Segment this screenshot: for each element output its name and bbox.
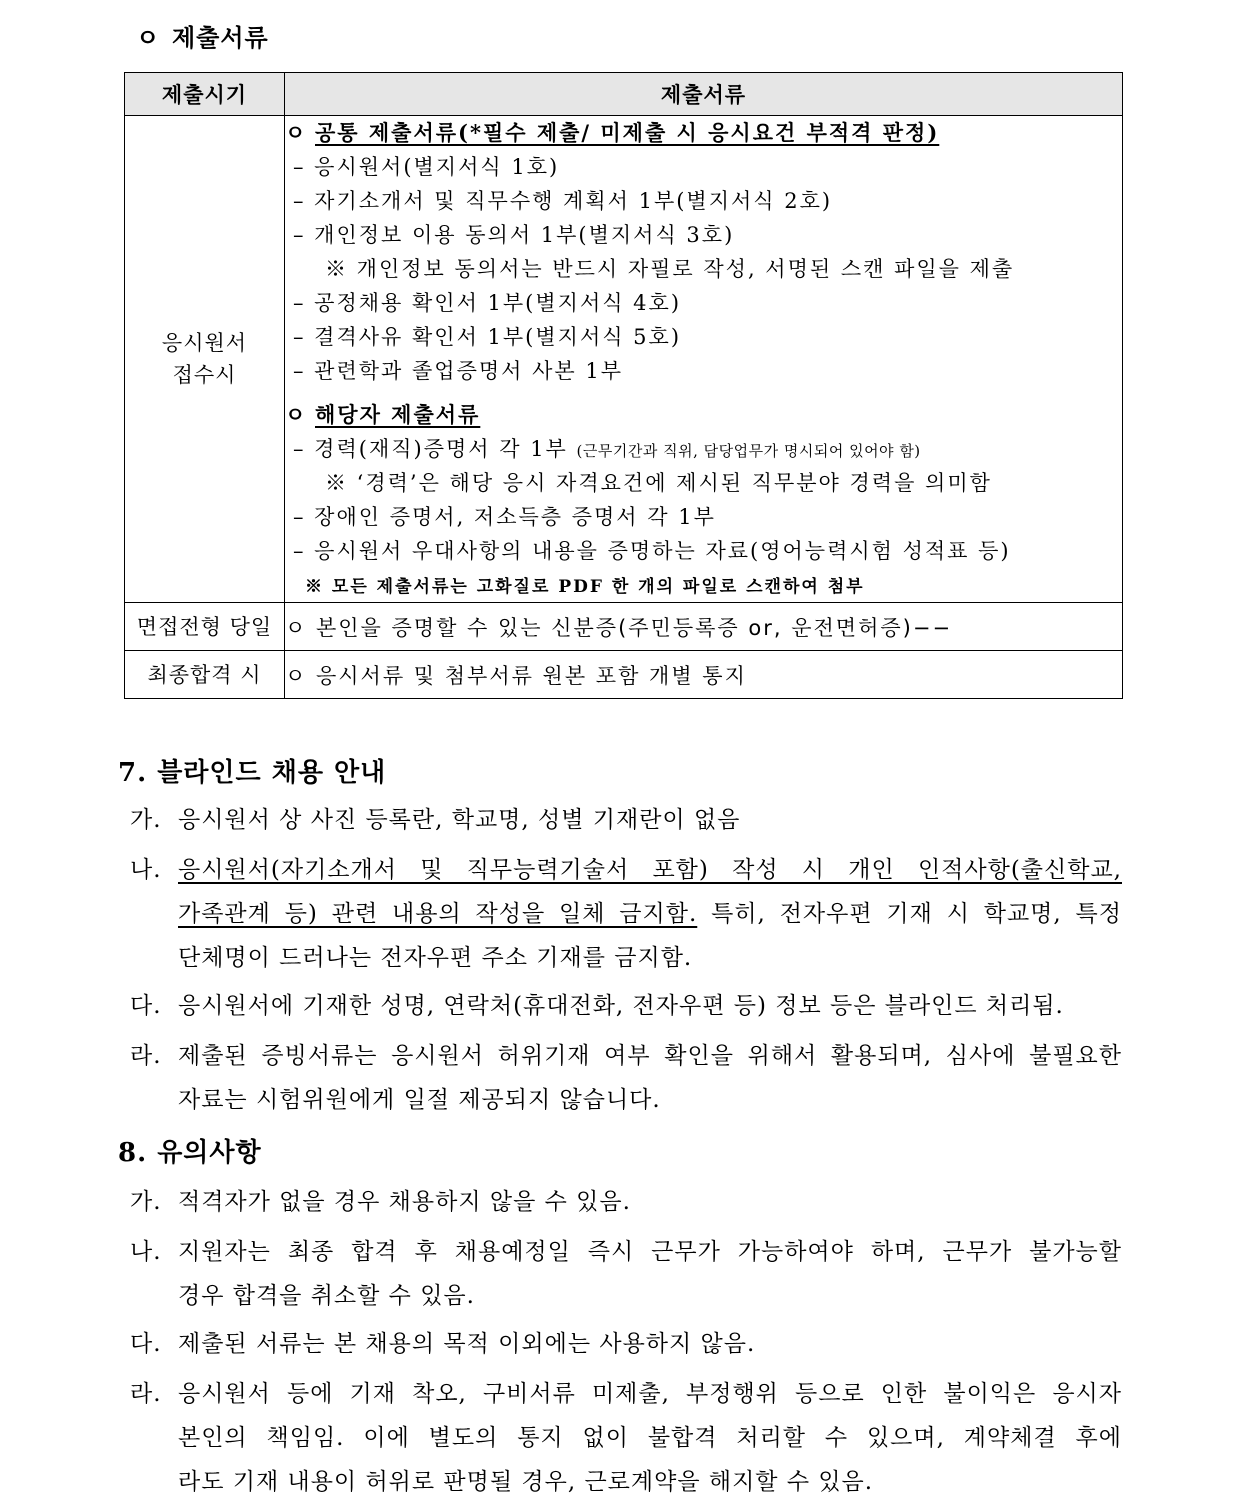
submission-heading [136,18,269,53]
list-item: – 응시원서(별지서식 1호) [293,155,560,179]
list-item: – 장애인 증명서, 저소득층 증명서 각 1부 [293,505,716,529]
heading-bullet: ㅇ [136,23,161,52]
col-header-when: 제출시기 [125,73,285,116]
table-row-application [125,116,1123,603]
row3-when: 최종합격 시 [125,651,285,699]
row1-when-line2: 접수시 [172,363,237,387]
notes-item-na: 나. 지원자는 최종 합격 후 채용예정일 즉시 근무가 가능하여야 하며, 근무가 불가능할 경우 합격을 취소할 수 있음. [130,1239,1122,1309]
submission-table [124,72,1123,699]
list-item: – 결격사유 확인서 1부(별지서식 5호) [293,325,682,349]
career-paren-note: (근무기간과 직위, 담당업무가 명시되어 있어야 함) [576,442,921,460]
blind-item-ga: 가. 응시원서 상 사진 등록란, 학교명, 성별 기재란이 없음 [130,807,741,833]
col-header-docs: 제출서류 [285,73,1123,116]
row2-docs: ㅇ 본인을 증명할 수 있는 신분증(주민등록증 or, 운전면허증)−− [285,603,1123,651]
row3-docs: ㅇ 응시서류 및 첨부서류 원본 포함 개별 통지 [285,651,1123,699]
section-7-title: 7. 블라인드 채용 안내 [118,758,387,788]
common-docs-title: ㅇ 공통 제출서류(*필수 제출/ 미제출 시 응시요건 부적격 판정) [285,120,940,145]
notes-item-ga: 가. 적격자가 없을 경우 채용하지 않을 수 있음. [130,1189,631,1215]
list-item: – 자기소개서 및 직무수행 계획서 1부(별지서식 2호) [293,189,833,213]
row2-when: 면접전형 당일 [125,603,285,651]
list-item: – 응시원서 우대사항의 내용을 증명하는 자료(영어능력시험 성적표 등) [293,539,1011,563]
list-item: – 개인정보 이용 동의서 1부(별지서식 3호) [293,223,735,247]
list-note: ※ 개인정보 동의서는 반드시 자필로 작성, 서명된 스캔 파일을 제출 [325,257,1015,281]
blind-item-na: 나. 응시원서(자기소개서 및 직무능력기술서 포함) 작성 시 개인 인적사항(출신학교, 가족관계 등) 관련 내용의 작성을 일체 금지함. 특히, 전자우편 기재 시 학교명, 특정 단체명이 드러나는 전자우편 주소 기재를 금지함. [130,857,1122,971]
table-row-interview [125,603,1123,651]
list-note: ※ ‘경력’은 해당 응시 자격요건에 제시된 직무분야 경력을 의미함 [325,471,992,495]
notes-item-ra: 라. 응시원서 등에 기재 착오, 구비서류 미제출, 부정행위 등으로 인한 불이익은 응시자 본인의 책임임. 이에 별도의 통지 없이 불합격 처리할 수 있으며, 계약체결 후에 라도 기재 내용이 허위로 판명될 경우, 근로계약을 해지할 수 있음. [130,1381,1122,1495]
attach-note: ※ 모든 제출서류는 고화질로 PDF 한 개의 파일로 스캔하여 첨부 [305,577,865,597]
blind-item-da: 다. 응시원서에 기재한 성명, 연락처(휴대전화, 전자우편 등) 정보 등은 블라인드 처리됨. [130,993,1064,1019]
row1-when [125,116,285,603]
blind-item-ra: 라. 제출된 증빙서류는 응시원서 허위기재 여부 확인을 위해서 활용되며, 심사에 불필요한 자료는 시험위원에게 일절 제공되지 않습니다. [130,1043,1122,1113]
list-item: – 경력(재직)증명서 각 1부 (근무기간과 직위, 담당업무가 명시되어 있어야 함) [293,437,921,461]
heading-text: 제출서류 [172,23,269,52]
section-8-title: 8. 유의사항 [118,1138,262,1168]
row1-docs [285,116,1123,603]
conditional-docs-title: ㅇ 해당자 제출서류 [285,402,481,427]
list-item: – 공정채용 확인서 1부(별지서식 4호) [293,291,682,315]
notes-item-da: 다. 제출된 서류는 본 채용의 목적 이외에는 사용하지 않음. [130,1331,756,1357]
row1-when-line1: 응시원서 [161,331,248,355]
table-row-final [125,651,1123,699]
list-item: – 관련학과 졸업증명서 사본 1부 [293,359,623,383]
table-header-row [125,73,1123,116]
